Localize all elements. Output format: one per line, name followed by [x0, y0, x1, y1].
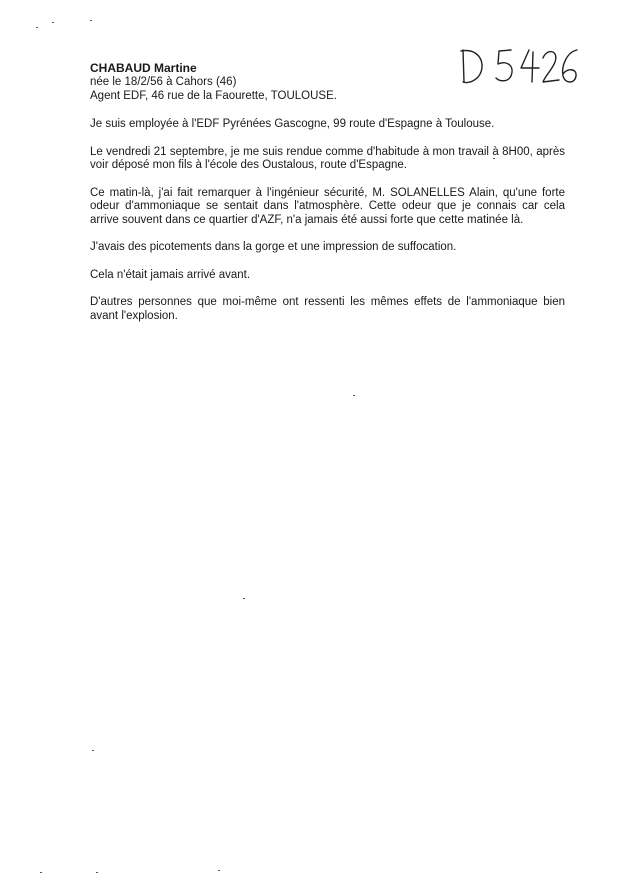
scan-speck: [92, 750, 94, 751]
statement-paragraph: Je suis employée à l'EDF Pyrénées Gascogne, 99 route d'Espagne à Toulouse.: [90, 118, 495, 130]
scan-speck: [353, 395, 355, 396]
scan-speck: [90, 20, 92, 21]
witness-name: CHABAUD Martine: [90, 61, 197, 75]
statement-paragraph: Le vendredi 21 septembre, je me suis rendue comme d'habitude à mon travail à 8H00, après voir déposé mon fils à l'école des Oustalous, route d'Espagne.: [90, 145, 565, 171]
statement-paragraph: Cela n'était jamais arrivé avant.: [90, 268, 251, 281]
scan-speck: [96, 872, 98, 873]
handwritten-reference-number: [455, 38, 580, 93]
scan-speck: [40, 872, 42, 873]
witness-birth-info: née le 18/2/56 à Cahors (46): [90, 76, 237, 88]
witness-header: [90, 61, 337, 103]
statement-paragraph: J'avais des picotements dans la gorge et une impression de suffocation.: [90, 241, 457, 253]
statement-paragraph: Ce matin-là, j'ai fait remarquer à l'ingénieur sécurité, M. SOLANELLES Alain, qu'une forte odeur d'ammoniaque se sentait dans l'atmosphère. Cette odeur que je connais car cela arrive souvent dans ce quartier d'AZF, n'a jamais été aussi forte que cette matinée là.: [90, 186, 565, 226]
statement-body: [90, 118, 565, 337]
witness-address: Agent EDF, 46 rue de la Faourette, TOULOUSE.: [90, 90, 337, 102]
scan-speck: [493, 158, 495, 159]
scan-speck: [243, 598, 245, 599]
scan-speck: [218, 870, 220, 871]
scan-speck: [52, 22, 54, 23]
scan-speck: [36, 27, 38, 28]
statement-paragraph: D'autres personnes que moi-même ont ressenti les mêmes effets de l'ammoniaque bien avant l'explosion.: [90, 296, 565, 322]
